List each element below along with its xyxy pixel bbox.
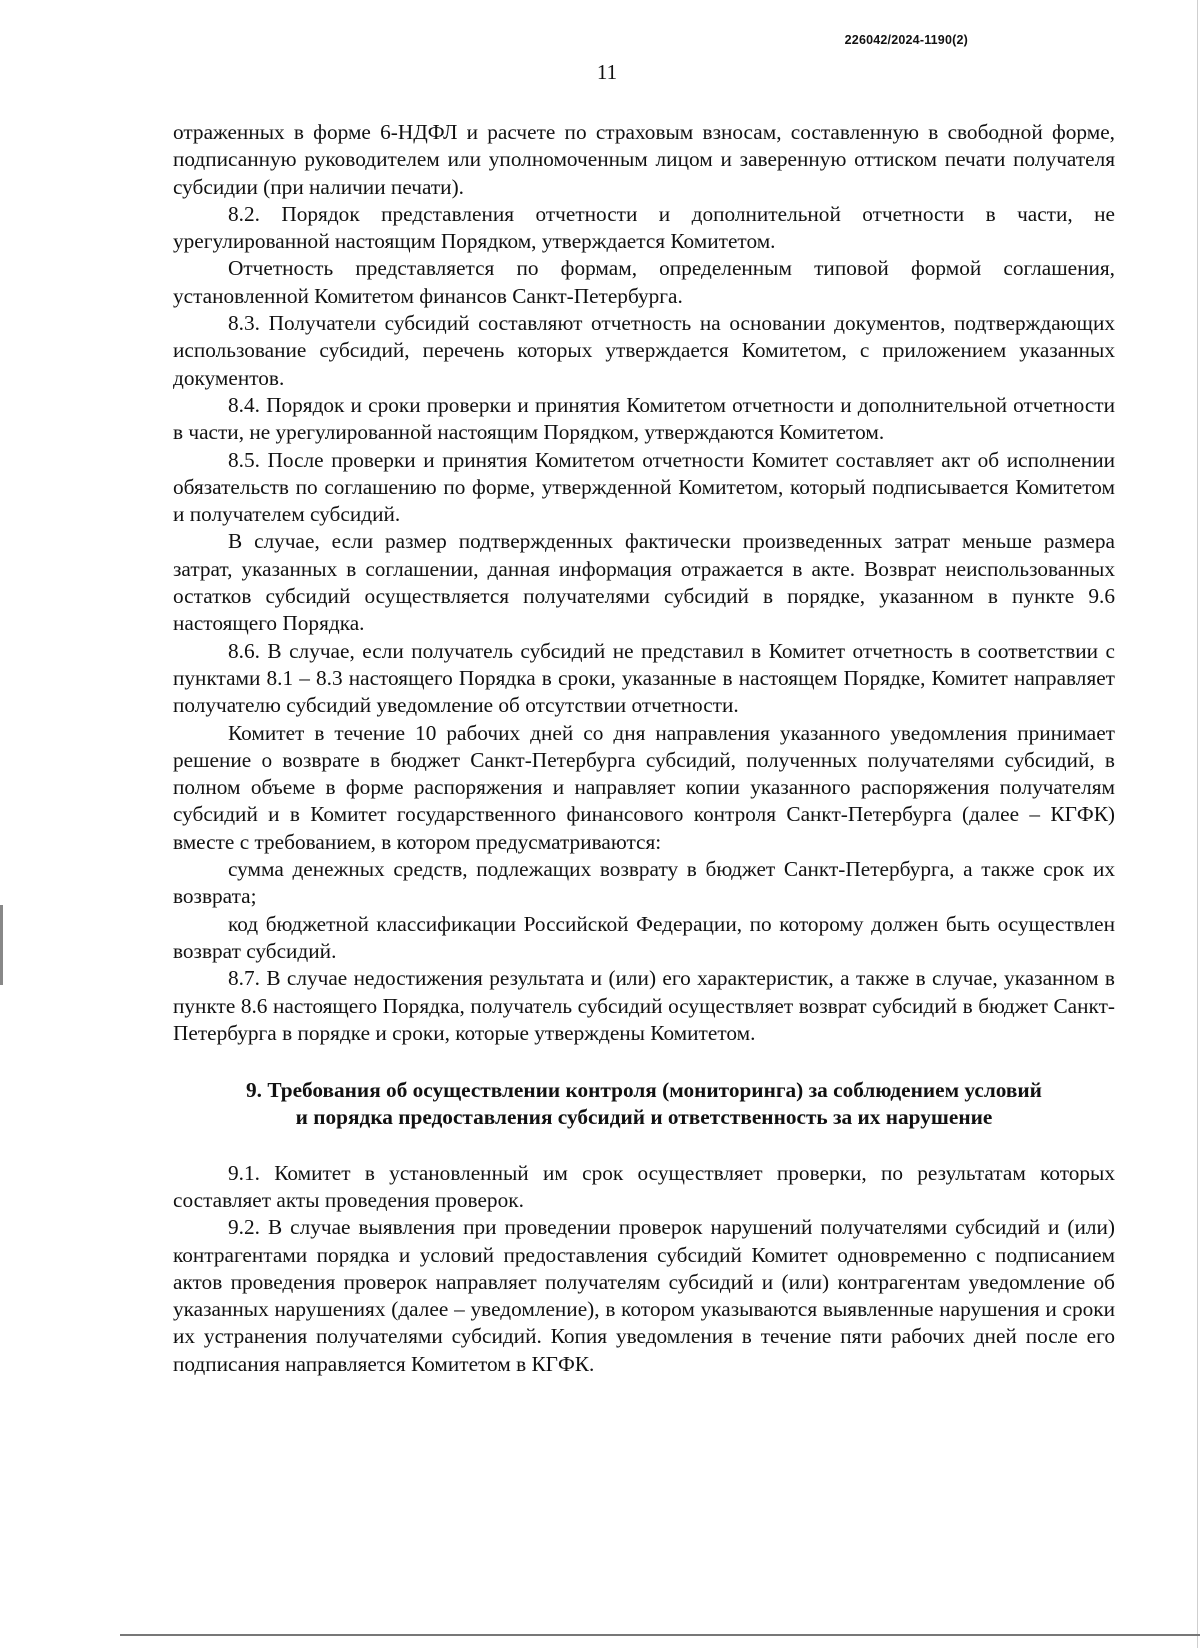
section-9-heading-line-2: и порядка предоставления субсидий и ответственность за их нарушение [295,1105,993,1130]
paragraph-8-6-refund-amount: сумма денежных средств, подлежащих возврату в бюджет Санкт-Петербурга, а также срок их возврата; [173,857,1115,909]
paragraph-8-3: 8.3. Получатели субсидий составляют отчетность на основании документов, подтверждающих использование субсидий, перечень которых утверждается Комитетом, с приложением указанных документов. [173,311,1115,390]
paragraph-9-1: 9.1. Комитет в установленный им срок осуществляет проверки, по результатам которых составляет акты проведения проверок. [173,1160,1115,1212]
paragraph-continuation: отраженных в форме 6-НДФЛ и расчете по страховым взносам, составленную в свободной форме, подписанную руководителем или уполномоченным лицом и заверенную оттиском печати получателя субсидии (при наличии печати). [173,120,1115,199]
paragraph-8-4: 8.4. Порядок и сроки проверки и принятия Комитетом отчетности и дополнительной отчетности в части, не урегулированной настоящим Порядком, утверждаются Комитетом. [173,392,1115,445]
paragraph-8-7: 8.7. В случае недостижения результата и (или) его характеристик, а также в случае, указанном в пункте 8.6 настоящего Порядка, получатель субсидий осуществляет возврат субсидий в бюджет Санкт-Петербурга в порядке и сроки, которые утверждены Комитетом. [173,966,1115,1045]
scan-bottom-edge [120,1634,1200,1636]
paragraph-9-2: 9.2. В случае выявления при проведении проверок нарушений получателями субсидий и (или) контрагентами порядка и условий предоставления субсидий Комитет одновременно с подписанием актов проведения проверок направляет получателям субсидий и (или) контрагентам уведомление об указанных нарушениях (далее – уведомление), в котором указываются выявленные нарушения и сроки их устранения получателями субсидий. Копия уведомления в течение пяти рабочих дней после его подписания направляется Комитетом в КГФК. [173,1215,1115,1376]
paragraph-8-6-refund-decision: Комитет в течение 10 рабочих дней со дня направления указанного уведомления принимает решение о возврате в бюджет Санкт-Петербурга субсидий, полученных получателями субсидий, в полном объеме в форме распоряжения и направляет копии указанного распоряжения получателям субсидий и в Комитет государственного финансового контроля Санкт-Петербурга (далее – КГФК) вместе с требованием, в котором предусматриваются: [173,720,1115,854]
paragraph-8-2-reporting-forms: Отчетность представляется по формам, определенным типовой формой соглашения, установленной Комитетом финансов Санкт-Петербурга. [173,256,1115,308]
document-body [173,119,1115,1378]
paragraph-8-5: 8.5. После проверки и принятия Комитетом отчетности Комитет составляет акт об исполнении обязательств по соглашению по форме, утвержденной Комитетом, который подписывается Комитетом и получателем субсидий. [173,447,1115,527]
paragraph-8-2: 8.2. Порядок представления отчетности и дополнительной отчетности в части, не урегулированной настоящим Порядком, утверждается Комитетом. [173,201,1115,254]
paragraph-8-6: 8.6. В случае, если получатель субсидий не представил в Комитет отчетность в соответствии с пунктами 8.1 – 8.3 настоящего Порядка в сроки, указанные в настоящем Порядке, Комитет направляет получателю субсидий уведомление об отсутствии отчетности. [173,638,1115,718]
scan-margin-mark [0,905,3,985]
section-9-heading-line-1: 9. Требования об осуществлении контроля (мониторинга) за соблюдением условий [246,1078,1042,1103]
section-9-heading [173,1077,1115,1132]
paragraph-8-6-budget-code: код бюджетной классификации Российской Федерации, по которому должен быть осуществлен возврат субсидий. [173,911,1115,963]
paragraph-8-5-cost-difference: В случае, если размер подтвержденных фактически произведенных затрат меньше размера затрат, указанных в соглашении, данная информация отражается в акте. Возврат неиспользованных остатков субсидий осуществляется получателями субсидий в порядке, указанном в пункте 9.6 настоящего Порядка. [173,529,1115,636]
page-number: 11 [596,60,618,84]
scan-right-edge [1197,0,1198,1648]
document-registration-number: 226042/2024-1190(2) [844,33,968,47]
